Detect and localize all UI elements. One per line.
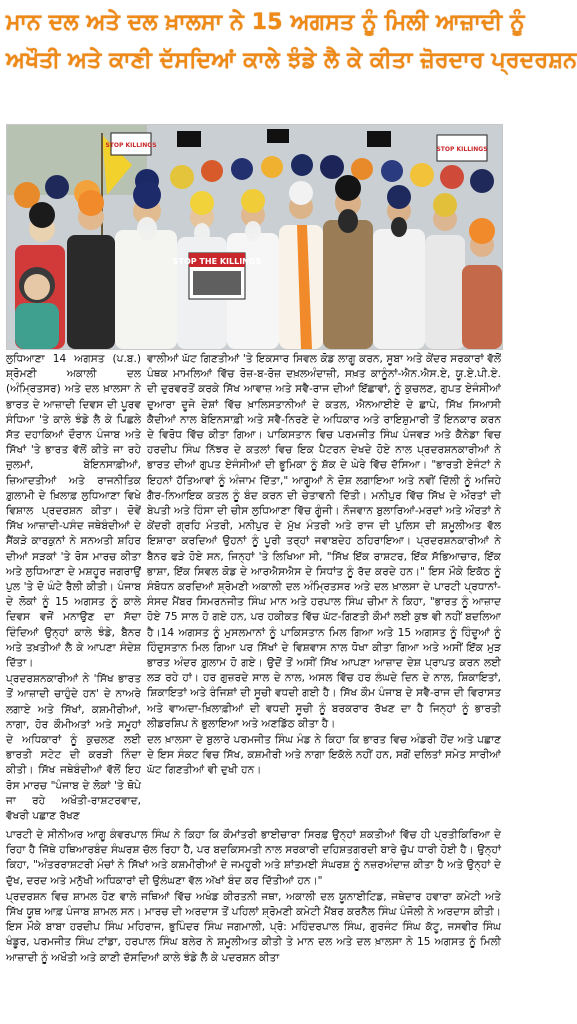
- placard-right-text: STOP KILLINGS: [436, 146, 488, 153]
- placard-center-text: STOP THE KILLINGS: [172, 257, 262, 266]
- protest-photo: [6, 124, 503, 350]
- headline-line-2: ਅਖੌਤੀ ਅਤੇ ਕਾਣੀ ਦੱਸਦਿਆਂ ਕਾਲੇ ਝੰਡੇ ਲੈ ਕੇ ਕੀਤਾ ਜ਼ੋਰਦਾਰ ਪ੍ਰਦਰਸ਼ਨ: [6, 48, 577, 73]
- article-paragraph: ਪਾਰਟੀ ਦੇ ਸੀਨੀਅਰ ਆਗੂ ਕੰਵਰਪਾਲ ਸਿੰਘ ਨੇ ਕਿਹਾ ਕਿ ਕੌਮਾਂਤਰੀ ਭਾਈਚਾਰਾ ਸਿਰਫ਼ ਉਨ੍ਹਾਂ ਸ਼ਕਤੀਆਂ ਵਿੱਚ ਹੀ ਪ੍ਰਤੀਕਿਰਿਆ ਦੇ ਰਿਹਾ ਹੈ ਜਿੱਥੇ ਹਥਿਆਰਬੰਦ ਸੰਘਰਸ਼ ਚੱਲ ਰਿਹਾ ਹੈ, ਪਰ ਬਦਕਿਸਮਤੀ ਨਾਲ ਸਰਕਾਰੀ ਦਹਿਸ਼ਤਗਰਦੀ ਬਾਰੇ ਚੁੱਪ ਧਾਰੀ ਹੋਈ ਹੈ। ਉਨ੍ਹਾਂ ਕਿਹਾ, "ਅੰਤਰਰਾਸ਼ਟਰੀ ਮੰਚਾਂ ਨੇ ਸਿੱਖਾਂ ਅਤੇ ਕਸ਼ਮੀਰੀਆਂ ਦੇ ਜਮਹੂਰੀ ਅਤੇ ਸ਼ਾਂਤਮਈ ਸੰਘਰਸ਼ ਨੂੰ ਨਜ਼ਰਅੰਦਾਜ਼ ਕੀਤਾ ਹੈ ਅਤੇ ਉਨ੍ਹਾਂ ਦੇ ਦੁੱਖ, ਦਰਦ ਅਤੇ ਮਨੁੱਖੀ ਅਧਿਕਾਰਾਂ ਦੀ ਉਲੰਘਣਾ ਵੱਲ ਅੱਖਾਂ ਬੰਦ ਕਰ ਦਿੱਤੀਆਂ ਹਨ।": [6, 829, 501, 887]
- headline: [0, 0, 577, 118]
- protest-photo-illustration: [7, 125, 502, 349]
- article-column-left: [6, 352, 141, 826]
- article-column-bottom: [6, 828, 501, 1018]
- article-paragraph: ਵਾਲੀਆਂ ਘੱਟ ਗਿਣਤੀਆਂ 'ਤੇ ਇਕਸਾਰ ਸਿਵਲ ਕੋਡ ਲਾਗੂ ਕਰਨ, ਸੂਬਾ ਅਤੇ ਕੇਂਦਰ ਸਰਕਾਰਾਂ ਵੱਲੋਂ ਪੰਥਕ ਮਾਮਲਿਆਂ ਵਿੱਚ ਰੋਜ਼-ਬ-ਰੋਜ਼ ਦਖ਼ਲਅੰਦਾਜ਼ੀ, ਸਖ਼ਤ ਕਾਨੂੰਨਾਂ-ਐਨ.ਐਸ.ਏ, ਯੂ.ਏ.ਪੀ.ਏ. ਦੀ ਦੁਰਵਰਤੋਂ ਕਰਕੇ ਸਿੱਖ ਆਵਾਜ਼ ਅਤੇ ਸਵੈ-ਰਾਜ ਦੀਆਂ ਇੱਛਾਵਾਂ, ਨੂੰ ਕੁਚਲਣ, ਗੁਪਤ ਏਜੰਸੀਆਂ ਦੁਆਰਾ ਦੂਜੇ ਦੇਸ਼ਾਂ ਵਿੱਚ ਖ਼ਾਲਿਸਤਾਨੀਆਂ ਦੇ ਕਤਲ, ਐਨਆਈਏ ਦੇ ਛਾਪੇ, ਸਿੱਖ ਸਿਆਸੀ ਕੈਦੀਆਂ ਨਾਲ ਬੇਇਨਸਾਫ਼ੀ ਅਤੇ ਸਵੈ-ਨਿਰਣੇ ਦੇ ਅਧਿਕਾਰ ਅਤੇ ਰਾਇਸ਼ੁਮਾਰੀ ਤੋਂ ਇਨਕਾਰ ਕਰਨ ਦੇ ਵਿਰੋਧ ਵਿੱਚ ਕੀਤਾ ਗਿਆ। ਪਾਕਿਸਤਾਨ ਵਿਚ ਪਰਮਜੀਤ ਸਿੰਘ ਪੰਜਵੜ ਅਤੇ ਕੈਨੇਡਾ ਵਿਚ ਹਰਦੀਪ ਸਿੰਘ ਨਿੱਝਰ ਦੇ ਕਤਲਾਂ ਵਿਚ ਇਕ ਪੈਟਰਨ ਦੇਖਦੇ ਹੋਏ ਨਾਲ ਪ੍ਰਦਰਸ਼ਨਕਾਰੀਆਂ ਨੇ ਭਾਰਤ ਦੀਆਂ ਗੁਪਤ ਏਜੰਸੀਆਂ ਦੀ ਭੂਮਿਕਾ ਨੂੰ ਸ਼ੱਕ ਦੇ ਘੇਰੇ ਵਿੱਚ ਦੱਸਿਆ। "ਭਾਰਤੀ ਏਜੰਟਾਂ ਨੇ ਇਹਨਾਂ ਹੱਤਿਆਵਾਂ ਨੂੰ ਅੰਜਾਮ ਦਿੱਤਾ," ਆਗੂਆਂ ਨੇ ਦੋਸ਼ ਲਗਾਇਆ ਅਤੇ ਨਵੀਂ ਦਿੱਲੀ ਨੂੰ ਅਜਿਹੇ ਗੈਰ-ਨਿਆਇਕ ਕਤਲ ਨੂੰ ਬੰਦ ਕਰਨ ਦੀ ਚੇਤਾਵਨੀ ਦਿੱਤੀ। ਮਨੀਪੁਰ ਵਿੱਚ ਸਿੱਖ ਦੇ ਔਰਤਾਂ ਦੀ ਬੇਪਤੀ ਅਤੇ ਹਿੰਸਾ ਦੀ ਚੀਸ ਲੁਧਿਆਣਾ ਵਿੱਚ ਗੂੰਜੀ। ਨੌਜਵਾਨ ਬੁਲਾਰਿਆਂ-ਮਰਦਾਂ ਅਤੇ ਔਰਤਾਂ ਨੇ ਕੇਂਦਰੀ ਗ੍ਰਹਿ ਮੰਤਰੀ, ਮਨੀਪੁਰ ਦੇ ਮੁੱਖ ਮੰਤਰੀ ਅਤੇ ਰਾਜ ਦੀ ਪੁਲਿਸ ਦੀ ਸ਼ਮੂਲੀਅਤ ਵੱਲ ਇਸ਼ਾਰਾ ਕਰਦਿਆਂ ਉਹਨਾਂ ਨੂੰ ਪੂਰੀ ਤਰ੍ਹਾਂ ਜਵਾਬਦੇਹ ਠਹਿਰਾਇਆ। ਪ੍ਰਦਰਸ਼ਨਕਾਰੀਆਂ ਨੇ ਬੈਨਰ ਫੜੇ ਹੋਏ ਸਨ, ਜਿਨ੍ਹਾਂ 'ਤੇ ਲਿਖਿਆ ਸੀ, "ਸਿੱਖ ਇੱਕ ਰਾਸ਼ਟਰ, ਇੱਕ ਸੱਭਿਆਚਾਰ, ਇੱਕ ਭਾਸ਼ਾ, ਇੱਕ ਸਿਵਲ ਕੋਡ ਦੇ ਆਰਐਸਐਸ ਦੇ ਸਿਧਾਂਤ ਨੂੰ ਰੱਦ ਕਰਦੇ ਹਨ।" ਇਸ ਮੌਕੇ ਇਕੱਠ ਨੂੰ ਸੰਬੋਧਨ ਕਰਦਿਆਂ ਸ਼੍ਰੋਮਣੀ ਅਕਾਲੀ ਦਲ ਅੰਮ੍ਰਿਤਸਰ ਅਤੇ ਦਲ ਖ਼ਾਲਸਾ ਦੇ ਪਾਰਟੀ ਪ੍ਰਧਾਨਾਂ-ਸੰਸਦ ਮੈਂਬਰ ਸਿਮਰਨਜੀਤ ਸਿੰਘ ਮਾਨ ਅਤੇ ਹਰਪਾਲ ਸਿੰਘ ਚੀਮਾ ਨੇ ਕਿਹਾ, "ਭਾਰਤ ਨੂੰ ਆਜ਼ਾਦ ਹੋਏ 75 ਸਾਲ ਹੋ ਗਏ ਹਨ, ਪਰ ਹਕੀਕਤ ਵਿੱਚ ਘੱਟ-ਗਿਣਤੀ ਕੌਮਾਂ ਲਈ ਕੁਝ ਵੀ ਨਹੀਂ ਬਦਲਿਆ ਹੈ।14 ਅਗਸਤ ਨੂੰ ਮੁਸਲਮਾਨਾਂ ਨੂੰ ਪਾਕਿਸਤਾਨ ਮਿਲ ਗਿਆ ਅਤੇ 15 ਅਗਸਤ ਨੂੰ ਹਿੰਦੂਆਂ ਨੂੰ ਹਿੰਦੁਸਤਾਨ ਮਿਲ ਗਿਆ ਪਰ ਸਿੱਖਾਂ ਦੇ ਵਿਸ਼ਵਾਸ ਨਾਲ ਧੋਖਾ ਕੀਤਾ ਗਿਆ ਅਤੇ ਅਸੀਂ ਇੱਕ ਮੁੜ ਭਾਰਤ ਅੰਦਰ ਗ਼ੁਲਾਮ ਹੋ ਗਏ। ਉਦੋਂ ਤੋਂ ਅਸੀਂ ਸਿੱਖ ਆਪਣਾ ਆਜ਼ਾਦ ਦੇਸ਼ ਪ੍ਰਾਪਤ ਕਰਨ ਲਈ ਲੜ ਰਹੇ ਹਾਂ। ਹਰ ਗੁਜ਼ਰਦੇ ਸਾਲ ਦੇ ਨਾਲ, ਅਸਲ ਵਿੱਚ ਹਰ ਲੰਘਦੇ ਦਿਨ ਦੇ ਨਾਲ, ਸ਼ਿਕਾਇਤਾਂ, ਸ਼ਿਕਾਇਤਾਂ ਅਤੇ ਰੰਜਿਸ਼ਾਂ ਦੀ ਸੂਚੀ ਵਧਦੀ ਗਈ ਹੈ। ਸਿੱਖ ਕੌਮ ਪੰਜਾਬ ਦੇ ਸਵੈ-ਰਾਜ ਦੀ ਵਿਰਾਸਤ ਅਤੇ ਵਾਅਦਾ-ਖ਼ਿਲਾਫ਼ੀਆਂ ਦੀ ਵਧਦੀ ਸੂਚੀ ਨੂੰ ਬਰਕਰਾਰ ਰੱਖਣ ਦਾ ਹੈ ਜਿਨ੍ਹਾਂ ਨੂੰ ਭਾਰਤੀ ਲੀਡਰਸ਼ਿਪ ਨੇ ਭੁਲਾਇਆ ਅਤੇ ਅਣਡਿੱਠ ਕੀਤਾ ਹੈ।: [147, 353, 501, 730]
- placard-left-text: STOP KILLINGS: [105, 142, 157, 149]
- headline-line-1: ਮਾਨ ਦਲ ਅਤੇ ਦਲ ਖ਼ਾਲਸਾ ਨੇ 15 ਅਗਸਤ ਨੂੰ ਮਿਲੀ ਆਜ਼ਾਦੀ ਨੂੰ: [6, 10, 525, 35]
- article-column-right: [147, 352, 501, 826]
- article-paragraph: ਪ੍ਰਦਰਸ਼ਨ ਵਿਚ ਸ਼ਾਮਲ ਹੋਣ ਵਾਲੇ ਜਥਿਆਂ ਵਿੱਚ ਅਖੰਡ ਕੀਰਤਨੀ ਜਥਾ, ਅਕਾਲੀ ਦਲ ਯੂਨਾਈਟਿਡ, ਜਥੇਦਾਰ ਹਵਾਰਾ ਕਮੇਟੀ ਅਤੇ ਸਿੱਖ ਯੂਥ ਆਫ਼ ਪੰਜਾਬ ਸ਼ਾਮਲ ਸਨ। ਮਾਰਚ ਦੀ ਅਰਦਾਸ ਤੋਂ ਪਹਿਲਾਂ ਸ਼੍ਰੋਮਣੀ ਕਮੇਟੀ ਮੈਂਬਰ ਕਰਨੈਲ ਸਿੰਘ ਪੰਜੋਲੀ ਨੇ ਅਰਦਾਸ ਕੀਤੀ। ਇਸ ਮੌਕੇ ਬਾਬਾ ਹਰਦੀਪ ਸਿੰਘ ਮਹਿਰਾਜ, ਭੁਪਿੰਦਰ ਸਿੰਘ ਜਗਮਾਲੀ, ਪ੍ਰੋ: ਮਹਿੰਦਰਪਾਲ ਸਿੰਘ, ਗੁਰਜੰਟ ਸਿੰਘ ਕੱਟੂ, ਜਸਵੀਰ ਸਿੰਘ ਖੰਡੂਰ, ਪਰਮਜੀਤ ਸਿੰਘ ਟਾਂਡਾ, ਹਰਪਾਲ ਸਿੰਘ ਬਲੇਰ ਨੇ ਸ਼ਮੂਲੀਅਤ ਕੀਤੀ ਤੇ ਮਾਨ ਦਲ ਅਤੇ ਦਲ ਖ਼ਾਲਸਾ ਨੇ 15 ਅਗਸਤ ਨੂੰ ਮਿਲੀ ਆਜ਼ਾਦੀ ਨੂੰ ਅਖੌਤੀ ਅਤੇ ਕਾਣੀ ਦੱਸਦਿਆਂ ਕਾਲੇ ਝੰਡੇ ਲੈ ਕੇ ਪਦਰਸ਼ਨ ਕੀਤਾ: [6, 890, 501, 964]
- article-paragraph: ਦਲ ਖ਼ਾਲਸਾ ਦੇ ਬੁਲਾਰੇ ਪਰਮਜੀਤ ਸਿੰਘ ਮੰਡ ਨੇ ਕਿਹਾ ਕਿ ਭਾਰਤ ਵਿਚ ਅੰਡਰੀ ਹੋਂਦ ਅਤੇ ਪਛਾਣ ਦੇ ਇਸ ਸੰਕਟ ਵਿਚ ਸਿੱਖ, ਕਸ਼ਮੀਰੀ ਅਤੇ ਨਾਗਾ ਇਕੱਲੇ ਨਹੀਂ ਹਨ, ਸਗੋਂ ਦਲਿਤਾਂ ਸਮੇਤ ਸਾਰੀਆਂ ਘੱਟ ਗਿਣਤੀਆਂ ਵੀ ਦੁਖੀ ਹਨ।: [147, 734, 501, 777]
- article-paragraph: ਪ੍ਰਦਰਸ਼ਨਕਾਰੀਆਂ ਨੇ 'ਸਿੱਖ ਭਾਰਤ ਤੋਂ ਆਜ਼ਾਦੀ ਚਾਹੁੰਦੇ ਹਨ' ਦੇ ਨਾਅਰੇ ਲਗਾਏ ਅਤੇ ਸਿੱਖਾਂ, ਕਸ਼ਮੀਰੀਆਂ, ਨਾਗਾ, ਹੋਰ ਕੌਮੀਅਤਾਂ ਅਤੇ ਸਮੂਹਾਂ ਦੇ ਅਧਿਕਾਰਾਂ ਨੂੰ ਕੁਚਲਣ ਲਈ ਭਾਰਤੀ ਸਟੇਟ ਦੀ ਕਰੜੀ ਨਿੰਦਾ ਕੀਤੀ। ਸਿੱਖ ਜਥੇਬੰਦੀਆਂ ਵੱਲੋਂ ਇਹ ਰੋਸ ਮਾਰਚ "ਪੰਜਾਬ ਦੇ ਲੋਕਾਂ 'ਤੇ ਥੋਪੇ ਜਾ ਰਹੇ ਅਖੌਤੀ-ਰਾਸ਼ਟਰਵਾਦ, ਵੱਖਰੀ ਪਛਾਣ ਰੱਖਣ: [6, 673, 141, 823]
- article-body: [6, 352, 501, 1020]
- article-paragraph: ਲੁਧਿਆਣਾ 14 ਅਗਸਤ (ਪ.ਬ.) ਸ਼੍ਰੋਮਣੀ ਅਕਾਲੀ ਦਲ (ਅੰਮ੍ਰਿਤਸਰ) ਅਤੇ ਦਲ ਖ਼ਾਲਸਾ ਨੇ ਭਾਰਤ ਦੇ ਆਜ਼ਾਦੀ ਦਿਵਸ ਦੀ ਪੂਰਵ ਸੰਧਿਆ 'ਤੇ ਕਾਲੇ ਝੰਡੇ ਲੈ ਕੇ ਪਿਛਲੇ ਸੱਤ ਦਹਾਕਿਆਂ ਦੌਰਾਨ ਪੰਜਾਬ ਅਤੇ ਸਿੱਖਾਂ 'ਤੇ ਭਾਰਤ ਵੱਲੋਂ ਕੀਤੇ ਜਾ ਰਹੇ ਜ਼ੁਲਮਾਂ, ਬੇਇਨਸਾਫ਼ੀਆਂ, ਜ਼ਿਆਦਤੀਆਂ ਅਤੇ ਰਾਜਨੀਤਿਕ ਗ਼ੁਲਾਮੀ ਦੇ ਖ਼ਿਲਾਫ਼ ਲੁਧਿਆਣਾ ਵਿਖੇ ਵਿਸ਼ਾਲ ਪ੍ਰਦਰਸ਼ਨ ਕੀਤਾ। ਦੋਵੇਂ ਸਿੱਖ ਆਜ਼ਾਦੀ-ਪਸੰਦ ਜਥੇਬੰਦੀਆਂ ਦੇ ਸੈਂਕੜੇ ਕਾਰਕੁਨਾਂ ਨੇ ਸਨਅਤੀ ਸ਼ਹਿਰ ਦੀਆਂ ਸੜਕਾਂ 'ਤੇ ਰੋਸ ਮਾਰਚ ਕੀਤਾ ਅਤੇ ਲੁਧਿਆਣਾ ਦੇ ਮਸ਼ਹੂਰ ਜਗਰਾਉਂ ਪੁਲ 'ਤੇ ਦੋ ਘੰਟੇ ਰੈਲੀ ਕੀਤੀ। ਪੰਜਾਬ ਦੇ ਲੋਕਾਂ ਨੂੰ 15 ਅਗਸਤ ਨੂੰ ਕਾਲੇ ਦਿਵਸ ਵਜੋਂ ਮਨਾਉਣ ਦਾ ਸੱਦਾ ਦਿੰਦਿਆਂ ਉਨ੍ਹਾਂ ਕਾਲੇ ਝੰਡੇ, ਬੈਨਰ ਅਤੇ ਤਖ਼ਤੀਆਂ ਲੈ ਕੇ ਆਪਣਾ ਸੰਦੇਸ਼ ਦਿੱਤਾ।: [6, 353, 141, 670]
